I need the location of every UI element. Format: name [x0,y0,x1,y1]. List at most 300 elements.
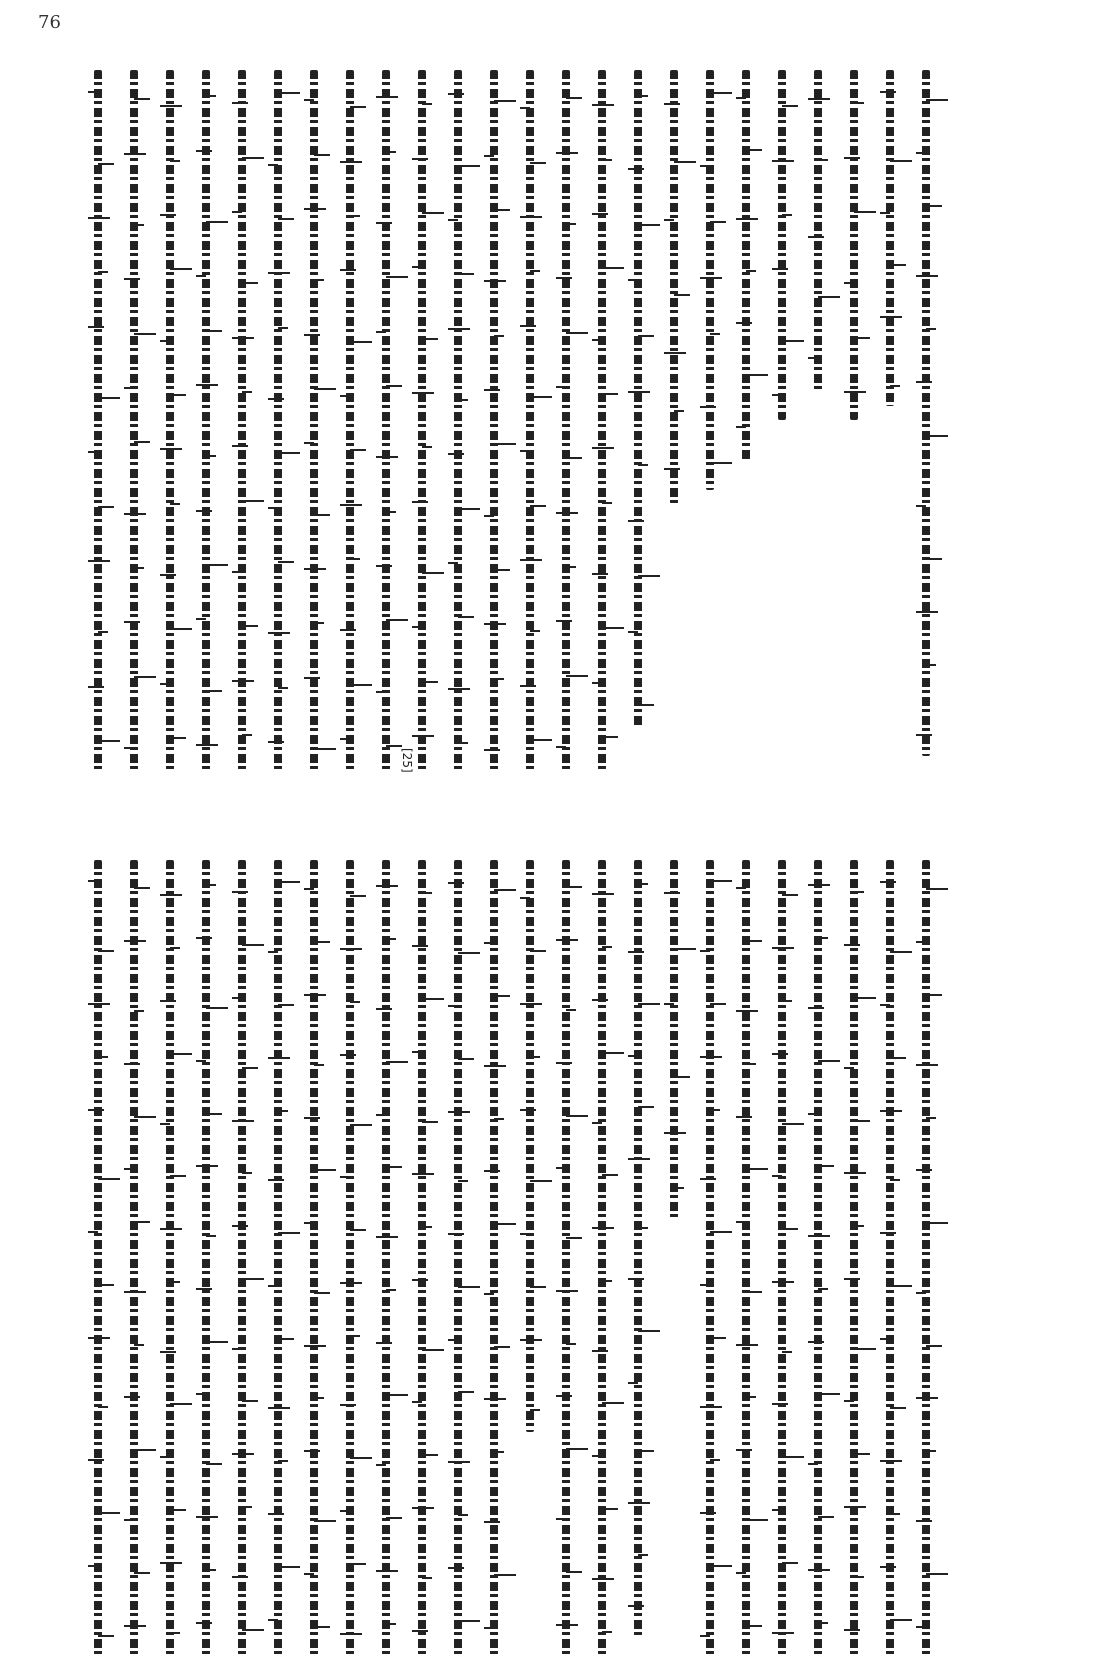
script-letter-tick [448,93,464,95]
script-letter-tick [628,1502,650,1504]
script-letter-tick [386,151,396,153]
script-letter-tick [196,275,206,277]
script-letter-tick [98,950,114,952]
script-letter-tick [592,1578,614,1580]
script-letter-tick [916,505,926,507]
script-line [656,860,692,1660]
script-letter-tick [232,445,248,447]
script-letter-tick [916,611,938,613]
script-letter-tick [520,216,542,218]
script-letter-tick [422,1121,438,1123]
script-letter-tick [448,219,458,221]
script-letter-tick [268,1619,278,1621]
page-number: 76 [38,12,61,33]
script-letter-tick [710,1459,720,1461]
script-letter-tick [556,1290,578,1292]
script-line-stroke [130,70,138,770]
script-line [296,70,332,775]
script-letter-tick [736,218,758,220]
script-line-stroke [166,860,174,1655]
script-letter-tick [314,622,324,624]
script-letter-tick [602,393,618,395]
script-line [512,70,548,775]
script-letter-tick [602,1280,612,1282]
script-letter-tick [556,386,566,388]
script-letter-tick [700,165,710,167]
script-letter-tick [664,219,674,221]
script-letter-tick [592,999,608,1001]
script-letter-tick [736,1116,752,1118]
script-letter-tick [916,1626,926,1628]
script-letter-tick [844,157,860,159]
script-letter-tick [926,1450,936,1452]
script-letter-tick [926,664,936,666]
script-letter-tick [494,569,510,571]
script-letter-tick [196,937,212,939]
script-letter-tick [88,217,110,219]
script-letter-tick [926,99,948,101]
script-letter-tick [854,102,864,104]
script-letter-tick [268,1057,290,1059]
script-letter-tick [484,942,494,944]
script-letter-tick [170,160,180,162]
script-letter-tick [700,277,722,279]
script-letter-tick [592,893,614,895]
script-letter-tick [448,562,458,564]
script-line [836,70,872,775]
script-letter-tick [628,1158,650,1160]
script-line [188,860,224,1660]
script-letter-tick [160,448,182,450]
script-letter-tick [674,1187,684,1189]
script-letter-tick [124,1625,146,1627]
script-letter-tick [268,272,290,274]
script-letter-tick [412,392,434,394]
script-letter-tick [772,1053,788,1055]
script-letter-tick [530,950,546,952]
script-line-stroke [238,70,246,770]
script-letter-tick [268,632,290,634]
script-line [620,860,656,1660]
script-line-stroke [706,860,714,1655]
script-letter-tick [314,1626,330,1628]
script-letter-tick [314,941,330,943]
script-letter-tick [494,335,504,337]
script-letter-tick [232,102,248,104]
script-line [404,70,440,775]
script-letter-tick [458,399,468,401]
script-letter-tick [484,749,500,751]
script-line-stroke [742,860,750,1655]
script-letter-tick [160,214,176,216]
script-letter-tick [386,1517,402,1519]
script-line-stroke [526,860,534,1432]
script-letter-tick [206,1235,216,1237]
script-line-stroke [778,70,786,420]
script-letter-tick [844,282,854,284]
script-letter-tick [638,95,648,97]
script-letter-tick [268,741,284,743]
script-letter-tick [664,1132,686,1134]
script-letter-tick [196,384,218,386]
script-line [188,70,224,775]
script-line-stroke [418,70,426,770]
script-letter-tick [350,215,360,217]
script-letter-tick [530,1286,546,1288]
script-letter-tick [98,1406,108,1408]
script-line [512,860,548,1660]
script-line [692,860,728,1660]
script-letter-tick [340,1510,350,1512]
script-line [116,860,152,1660]
script-line [80,70,116,775]
script-letter-tick [386,938,396,940]
script-letter-tick [746,270,756,272]
script-letter-tick [556,152,578,154]
script-letter-tick [880,212,890,214]
script-letter-tick [134,1010,144,1012]
script-letter-tick [170,1632,180,1634]
script-letter-tick [844,391,866,393]
script-letter-tick [314,279,324,281]
script-letter-tick [170,394,186,396]
script-letter-tick [412,501,428,503]
script-letter-tick [232,337,254,339]
script-letter-tick [566,1009,576,1011]
script-letter-tick [746,1625,762,1627]
script-line-stroke [418,860,426,1655]
script-letter-tick [170,947,180,949]
script-letter-tick [232,1576,248,1578]
script-letter-tick [566,1343,576,1345]
script-line-stroke [274,70,282,770]
script-letter-tick [638,883,648,885]
script-letter-tick [782,214,792,216]
script-letter-tick [772,1281,794,1283]
script-line-stroke [346,70,354,770]
script-letter-tick [196,150,212,152]
script-line-stroke [202,70,210,770]
script-letter-tick [98,271,108,273]
script-letter-tick [268,1285,278,1287]
script-line [800,70,836,775]
script-letter-tick [566,97,582,99]
script-letter-tick [268,164,278,166]
script-letter-tick [782,894,798,896]
script-letter-tick [448,1005,458,1007]
script-letter-tick [746,1396,756,1398]
script-letter-tick [854,1576,864,1578]
script-letter-tick [376,1114,386,1116]
script-letter-tick [772,1509,782,1511]
script-line-stroke [94,70,102,770]
script-letter-tick [484,623,506,625]
script-letter-tick [196,1393,206,1395]
script-letter-tick [134,567,144,569]
script-letter-tick [628,1382,638,1384]
script-letter-tick [890,1513,900,1515]
script-letter-tick [520,1003,542,1005]
script-letter-tick [242,1172,252,1174]
script-letter-tick [926,1117,936,1119]
script-line-stroke [454,860,462,1655]
script-line-stroke [814,70,822,392]
script-letter-tick [340,504,362,506]
script-letter-tick [134,1572,150,1574]
script-letter-tick [638,464,648,466]
script-letter-tick [818,1165,834,1167]
script-letter-tick [386,511,396,513]
script-letter-tick [700,1284,710,1286]
script-letter-tick [304,1117,320,1119]
script-letter-tick [124,513,146,515]
script-letter-tick [278,561,294,563]
script-letter-tick [808,884,830,886]
script-line [764,70,800,775]
script-letter-tick [710,1003,726,1005]
script-letter-tick [422,1577,432,1579]
script-letter-tick [124,747,134,749]
script-letter-tick [278,218,294,220]
script-letter-tick [628,1055,638,1057]
script-letter-tick [412,266,422,268]
script-letter-tick [98,163,114,165]
script-letter-tick [484,1627,494,1629]
script-letter-tick [916,941,926,943]
script-letter-tick [628,951,644,953]
script-letter-tick [592,573,608,575]
script-letter-tick [448,328,470,330]
script-letter-tick [664,468,680,470]
script-letter-tick [340,629,356,631]
script-letter-tick [422,1226,432,1228]
script-letter-tick [890,385,900,387]
script-letter-tick [638,1554,648,1556]
script-letter-tick [134,441,150,443]
script-letter-tick [854,1453,870,1455]
script-letter-tick [638,1106,654,1108]
script-letter-tick [98,631,108,633]
script-letter-tick [602,1631,612,1633]
script-letter-tick [844,1172,866,1174]
script-letter-tick [124,1396,140,1398]
script-letter-tick [602,502,612,504]
script-letter-tick [196,618,206,620]
script-letter-tick [808,236,824,238]
script-letter-tick [746,149,762,151]
script-line [80,860,116,1660]
script-letter-tick [376,1342,392,1344]
script-line-stroke [130,860,138,1655]
script-letter-tick [520,685,536,687]
script-letter-tick [566,223,576,225]
script-line [404,860,440,1660]
script-letter-tick [556,1167,566,1169]
script-letter-tick [700,1512,716,1514]
script-letter-tick [412,1173,434,1175]
script-letter-tick [710,1109,720,1111]
script-letter-tick [278,1004,294,1006]
script-letter-tick [494,209,510,211]
script-letter-tick [206,1113,222,1115]
script-letter-tick [350,106,366,108]
script-letter-tick [232,571,242,573]
script-letter-tick [458,616,474,618]
script-letter-tick [592,339,602,341]
script-letter-tick [700,1635,710,1637]
script-letter-tick [556,939,578,941]
script-letter-tick [160,894,182,896]
script-letter-tick [412,1401,422,1403]
script-letter-tick [890,1179,900,1181]
script-letter-tick [530,1056,540,1058]
script-letter-tick [448,1111,470,1113]
script-letter-tick [926,558,942,560]
script-letter-tick [376,691,386,693]
script-letter-tick [206,95,216,97]
script-letter-tick [880,316,902,318]
script-letter-tick [926,435,948,437]
script-letter-tick [232,891,248,893]
script-letter-tick [278,687,288,689]
script-line-stroke [886,860,894,1655]
script-line-stroke [598,860,606,1655]
script-letter-tick [520,897,530,899]
script-letter-tick [376,96,398,98]
script-letter-tick [314,1292,330,1294]
script-letter-tick [710,221,726,223]
script-letter-tick [232,1453,254,1455]
script-letter-tick [638,1227,648,1229]
script-letter-tick [484,1065,506,1067]
script-letter-tick [674,294,690,296]
script-letter-tick [412,1279,428,1281]
script-letter-tick [494,1346,510,1348]
script-letter-tick [376,331,386,333]
script-letter-tick [484,280,506,282]
script-letter-tick [196,744,218,746]
script-line-stroke [526,70,534,770]
script-letter-tick [268,507,278,509]
script-line [224,860,260,1660]
script-line-stroke [706,70,714,490]
script-letter-tick [160,1123,170,1125]
script-line [800,860,836,1660]
script-letter-tick [458,742,468,744]
script-line [224,70,260,775]
script-letter-tick [170,1509,186,1511]
script-letter-tick [926,1222,948,1224]
script-letter-tick [530,505,546,507]
script-letter-tick [412,735,434,737]
script-letter-tick [844,1400,854,1402]
script-letter-tick [808,1569,830,1571]
script-letter-tick [782,1562,798,1564]
script-letter-tick [242,1506,252,1508]
script-letter-tick [134,887,150,889]
script-letter-tick [556,1062,572,1064]
script-letter-tick [170,503,180,505]
script-letter-tick [242,1400,258,1402]
script-letter-tick [602,946,612,948]
script-letter-tick [304,994,326,996]
script-letter-tick [556,746,566,748]
script-letter-tick [916,734,932,736]
script-letter-tick [232,680,254,682]
script-letter-tick [232,1225,248,1227]
script-letter-tick [664,892,680,894]
script-letter-tick [484,1398,506,1400]
script-letter-tick [88,1109,104,1111]
script-letter-tick [602,736,618,738]
script-letter-tick [530,1409,540,1411]
script-letter-tick [98,506,114,508]
script-letter-tick [304,1345,326,1347]
script-letter-tick [556,512,578,514]
script-letter-tick [350,1001,360,1003]
script-letter-tick [160,1228,182,1230]
script-letter-tick [314,154,330,156]
script-letter-tick [160,1000,176,1002]
script-letter-tick [304,1573,314,1575]
script-line-stroke [382,860,390,1655]
script-letter-tick [376,1008,392,1010]
script-letter-tick [602,1174,618,1176]
script-letter-tick [412,1051,422,1053]
script-letter-tick [88,1337,110,1339]
script-letter-tick [448,1233,464,1235]
script-line-stroke [670,70,678,504]
script-line [728,70,764,775]
script-line [836,860,872,1660]
script-letter-tick [916,381,932,383]
script-letter-tick [88,880,98,882]
script-letter-tick [242,391,252,393]
script-letter-tick [808,1463,818,1465]
script-letter-tick [808,1007,824,1009]
script-letter-tick [844,1629,860,1631]
script-letter-tick [448,882,464,884]
script-letter-tick [340,269,356,271]
script-letter-tick [494,995,510,997]
script-letter-tick [880,1110,902,1112]
script-line [332,70,368,775]
script-line-stroke [886,70,894,406]
script-letter-tick [818,159,828,161]
script-letter-tick [592,1122,602,1124]
script-letter-tick [916,1064,938,1066]
script-letter-tick [196,1165,218,1167]
script-letter-tick [736,1010,758,1012]
script-letter-tick [556,1518,566,1520]
script-letter-tick [88,1459,104,1461]
script-letter-tick [124,940,146,942]
script-letter-tick [628,391,650,393]
script-line [152,860,188,1660]
script-letter-tick [592,104,614,106]
script-line [584,860,620,1660]
script-letter-tick [746,1291,762,1293]
script-letter-tick [674,1076,690,1078]
script-letter-tick [880,881,896,883]
script-letter-tick [412,945,428,947]
script-letter-tick [782,105,798,107]
script-letter-tick [484,389,500,391]
script-letter-tick [854,337,870,339]
script-line-stroke [490,70,498,770]
script-letter-tick [268,1179,284,1181]
script-letter-tick [880,91,896,93]
